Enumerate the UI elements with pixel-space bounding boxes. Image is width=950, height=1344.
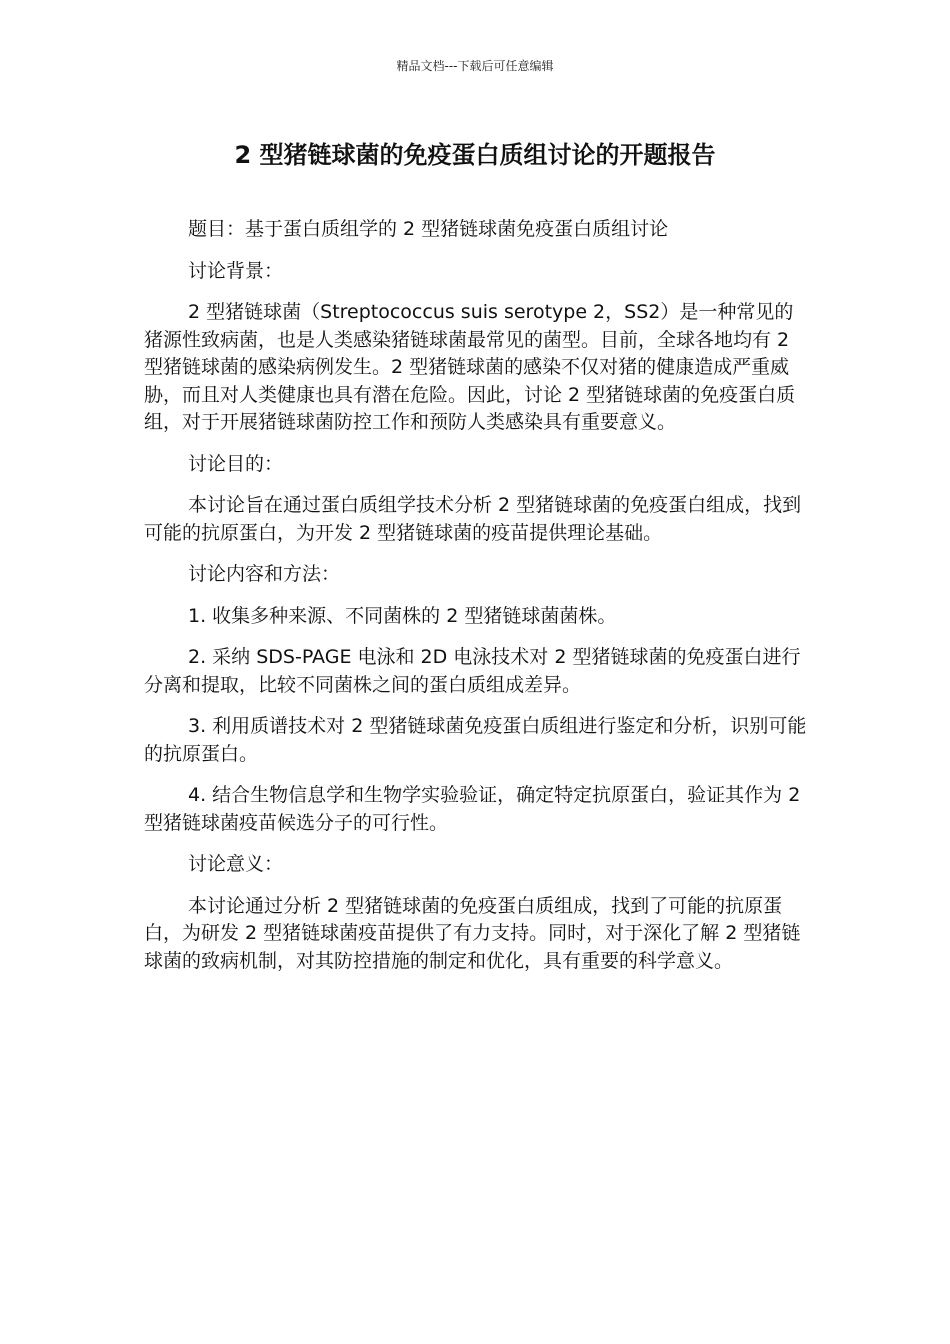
method-item-3: 3. 利用质谱技术对 2 型猪链球菌免疫蛋白质组进行鉴定和分析，识别可能的抗原蛋白。 (144, 715, 807, 765)
objective-paragraph: 本讨论旨在通过蛋白质组学技术分析 2 型猪链球菌的免疫蛋白组成，找到可能的抗原蛋白，为开发 2 型猪链球菌的疫苗提供理论基础。 (144, 494, 802, 544)
document-body (144, 216, 810, 989)
method-item-4: 4. 结合生物信息学和生物学实验验证，确定特定抗原蛋白，验证其作为 2 型猪链球菌疫苗候选分子的可行性。 (144, 784, 801, 834)
topic-line: 题目：基于蛋白质组学的 2 型猪链球菌免疫蛋白质组讨论 (188, 218, 669, 240)
method-item-2: 2. 采纳 SDS-PAGE 电泳和 2D 电泳技术对 2 型猪链球菌的免疫蛋白进行分离和提取，比较不同菌株之间的蛋白质组成差异。 (144, 646, 801, 696)
document-title: 2 型猪链球菌的免疫蛋白质组讨论的开题报告 (234, 141, 716, 169)
method-item-1: 1. 收集多种来源、不同菌株的 2 型猪链球菌菌株。 (188, 604, 617, 627)
section-heading-objective: 讨论目的： (188, 452, 284, 475)
section-heading-significance: 讨论意义： (188, 853, 284, 875)
page-header-watermark: 精品文档---下载后可任意编辑 (396, 59, 554, 73)
section-heading-background: 讨论背景： (188, 259, 284, 282)
background-paragraph: 2 型猪链球菌（Streptococcus suis serotype 2，SS2）是一种常见的猪源性致病菌，也是人类感染猪链球菌最常见的菌型。目前，全球各地均有 2 型猪链球菌的感染病例发生。2 型猪链球菌的感染不仅对猪的健康造成严重威胁，而且对人类健康也具有潜在危险。因此，讨论 2 型猪链球菌的免疫蛋白质组，对于开展猪链球菌防控工作和预防人类感染具有重要意义。 (144, 301, 796, 433)
section-heading-methods: 讨论内容和方法： (188, 563, 341, 585)
significance-paragraph: 本讨论通过分析 2 型猪链球菌的免疫蛋白质组成，找到了可能的抗原蛋白，为研发 2 型猪链球菌疫苗提供了有力支持。同时，对于深化了解 2 型猪链球菌的致病机制，对其防控措施的制定和优化，具有重要的科学意义。 (144, 894, 801, 972)
